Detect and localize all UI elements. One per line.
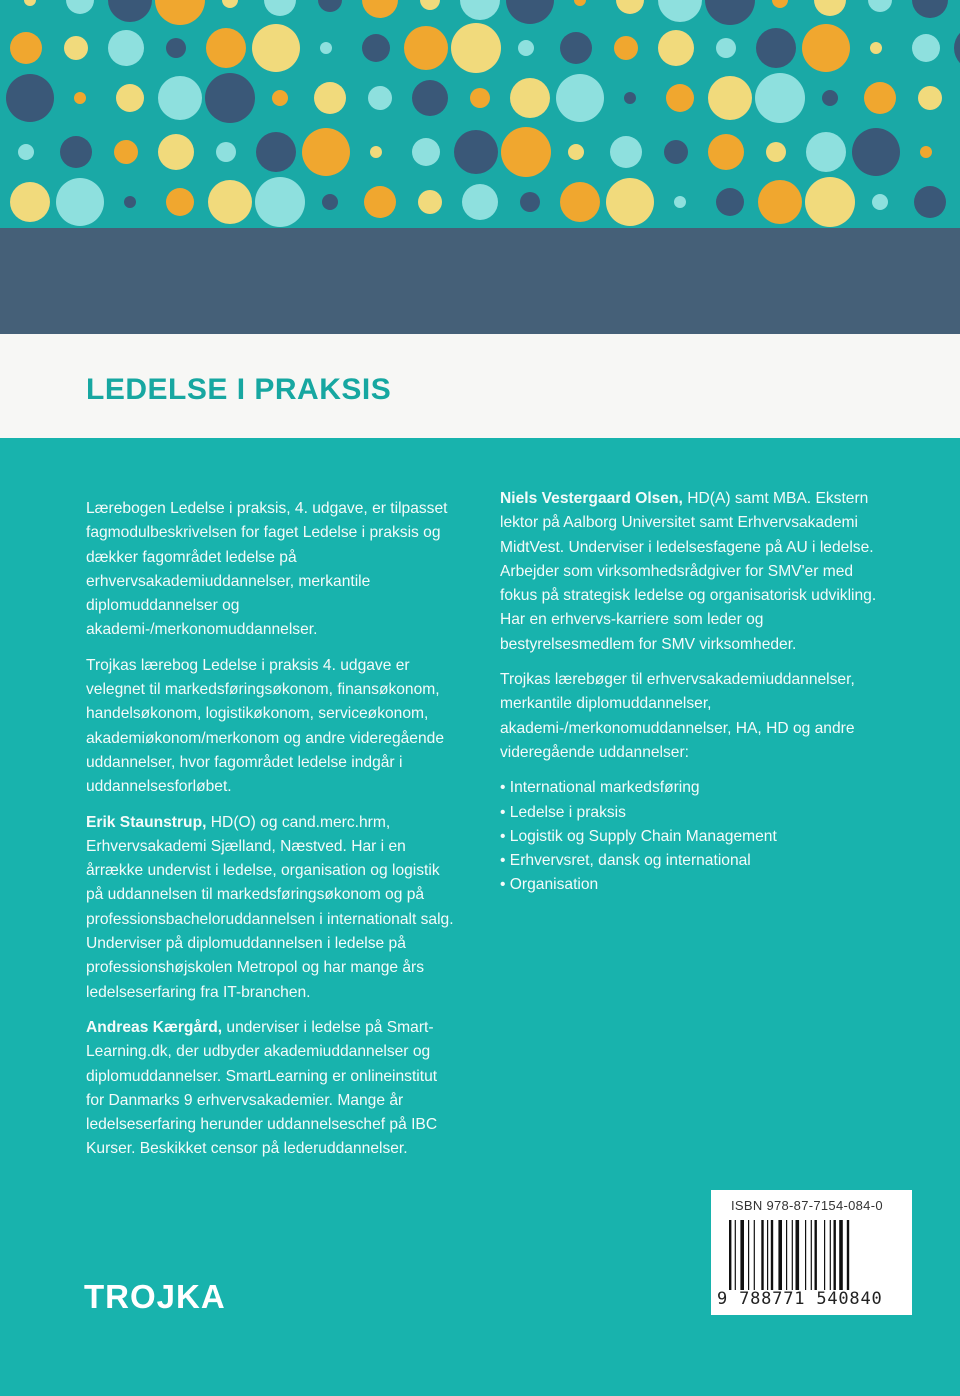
isbn-label: ISBN 978-87-7154-084-0	[731, 1198, 883, 1213]
decorative-dot	[418, 190, 442, 214]
decorative-dot	[454, 130, 498, 174]
decorative-dot	[772, 0, 788, 8]
barcode-bar	[792, 1220, 793, 1290]
barcode-bars	[729, 1220, 895, 1290]
series-intro: Trojkas lærebøger til erhvervsakademiuddannelser, merkantile diplomuddannelser, akademi-/merkonomuddannelser, HA, HD og andre videregående uddannelser:	[500, 671, 855, 761]
barcode-bar	[796, 1220, 800, 1290]
decorative-dot	[124, 196, 136, 208]
decorative-dot	[412, 80, 448, 116]
book-series-list	[500, 776, 880, 897]
decorative-dot	[66, 0, 94, 14]
decorative-dot	[920, 146, 932, 158]
decorative-dot	[805, 177, 855, 227]
decorative-dot	[658, 30, 694, 66]
decorative-dot	[114, 140, 138, 164]
decorative-dot	[206, 28, 246, 68]
barcode-bar	[729, 1220, 731, 1290]
decorative-dot	[755, 73, 805, 123]
decorative-dot	[166, 38, 186, 58]
decorative-dot	[918, 86, 942, 110]
barcode-bar	[767, 1220, 768, 1290]
decorative-dot	[158, 134, 194, 170]
decorative-dot	[802, 24, 850, 72]
decorative-dot	[614, 36, 638, 60]
decorative-dot	[18, 144, 34, 160]
decorative-dot	[462, 184, 498, 220]
decorative-dot	[56, 178, 104, 226]
decorative-dot	[954, 26, 960, 70]
decorative-dot	[560, 32, 592, 64]
decorative-dot	[574, 0, 586, 6]
list-item: • Erhvervsret, dansk og international	[500, 849, 880, 873]
decorative-dot	[322, 194, 338, 210]
author-bio-olsen	[500, 487, 880, 657]
barcode-bar	[805, 1220, 806, 1290]
decorative-dot	[318, 0, 342, 12]
decorative-dot	[155, 0, 205, 25]
slate-stripe	[0, 228, 960, 336]
decorative-dot	[606, 178, 654, 226]
decorative-dot	[6, 74, 54, 122]
decorative-dot	[822, 90, 838, 106]
decorative-dot	[10, 182, 50, 222]
decorative-dot	[814, 0, 846, 16]
decorative-dot	[60, 136, 92, 168]
decorative-dot	[520, 192, 540, 212]
barcode-bar	[771, 1220, 773, 1290]
barcode-bar	[740, 1220, 744, 1290]
decorative-dot	[716, 38, 736, 58]
decorative-dot	[518, 40, 534, 56]
left-text-column	[86, 497, 458, 1173]
decorative-dot	[658, 0, 702, 22]
decorative-dot	[506, 0, 554, 24]
decorative-dot	[870, 42, 882, 54]
right-text-column	[500, 487, 880, 898]
decorative-dot	[364, 186, 396, 218]
decorative-dot	[404, 26, 448, 70]
decorative-dot	[624, 92, 636, 104]
list-item: • Organisation	[500, 873, 880, 897]
list-item: • International markedsføring	[500, 776, 880, 800]
decorative-dot	[314, 82, 346, 114]
isbn-barcode	[711, 1190, 912, 1315]
barcode-bar	[735, 1220, 736, 1290]
decorative-dot	[568, 144, 584, 160]
barcode-bar	[830, 1220, 831, 1290]
barcode-digits: 9 788771 540840	[717, 1289, 883, 1309]
list-item: • Ledelse i praksis	[500, 801, 880, 825]
decorative-dot	[868, 0, 892, 12]
decorative-dot	[108, 0, 152, 22]
decorative-dot	[362, 0, 398, 18]
decorative-dot	[705, 0, 755, 25]
author-name: Erik Staunstrup,	[86, 813, 207, 831]
book-title: LEDELSE I PRAKSIS	[86, 373, 392, 406]
barcode-bar	[754, 1220, 755, 1290]
decorative-dot	[216, 142, 236, 162]
decorative-dot	[302, 128, 350, 176]
decorative-dot	[852, 128, 900, 176]
barcode-bar	[839, 1220, 843, 1290]
decorative-dot	[610, 136, 642, 168]
decorative-dot	[264, 0, 296, 16]
dot-pattern-graphic	[0, 0, 960, 230]
author-bio-text: HD(A) samt MBA. Ekstern lektor på Aalborg Universitet samt Erhvervsakademi MidtVest. Underviser i ledelsesfagene på AU i ledelse. Arbejder som virksomhedsrådgiver for SMV'er med fokus på strategisk ledelse og organisatorisk udvikling. Har en erhvervs-karriere som leder og bestyrelsesmedlem for SMV virksomheder.	[500, 490, 877, 653]
decorative-dot	[708, 134, 744, 170]
decorative-dot	[420, 0, 440, 10]
decorative-dot	[116, 84, 144, 112]
barcode-bar	[847, 1220, 849, 1290]
decorative-dot	[556, 74, 604, 122]
decorative-dot	[74, 92, 86, 104]
barcode-bar	[748, 1220, 749, 1290]
decorative-dot	[510, 78, 550, 118]
decorative-dot	[252, 24, 300, 72]
decorative-dot	[664, 140, 688, 164]
decorative-dot	[674, 196, 686, 208]
author-bio-kaergard	[86, 1016, 458, 1162]
decorative-dot	[208, 180, 252, 224]
author-bio-text: HD(O) og cand.merc.hrm, Erhvervsakademi Sjælland, Næstved. Har i en årrække undervist i ledelse, organisation og logistik på uddannelsen til markedsføringsøkonom og på professionsbacheloruddannelsen i internationalt salg. Underviser på diplomuddannelsen i ledelse på professionshøjskolen Metropol og har mange års ledelseserfaring fra IT-branchen.	[86, 813, 454, 1001]
author-name: Niels Vestergaard Olsen,	[500, 490, 683, 507]
barcode-bar	[824, 1220, 825, 1290]
barcode-bar	[761, 1220, 763, 1290]
decorative-dot	[108, 30, 144, 66]
decorative-dot	[666, 84, 694, 112]
barcode-bar	[815, 1220, 817, 1290]
description-paragraph: Lærebogen Ledelse i praksis, 4. udgave, er tilpasset fagmodulbeskrivelsen for faget Ledelse i praksis og dækker fagområdet ledelse på erhvervsakademiuddannelser, merkantile diplomuddannelser og akademi-/merkonomuddannelser.	[86, 500, 448, 639]
decorative-dot	[10, 32, 42, 64]
audience-paragraph: Trojkas lærebog Ledelse i praksis 4. udgave er velegnet til markedsføringsøkonom, finansøkonom, handelsøkonom, logistikøkonom, serviceøkonom, akademiøkonom/merkonom og andre videregående uddannelser, hvor fagområdet ledelse indgår i uddannelsesforløbet.	[86, 656, 444, 796]
decorative-dot	[872, 194, 888, 210]
author-bio-staunstrup	[86, 811, 458, 1005]
decorative-dot	[460, 0, 500, 20]
decorative-dot	[766, 142, 786, 162]
decorative-dot	[864, 82, 896, 114]
barcode-bar	[786, 1220, 787, 1290]
decorative-dot	[158, 76, 202, 120]
decorative-dot	[501, 127, 551, 177]
decorative-dot	[166, 188, 194, 216]
decorative-dot	[616, 0, 644, 14]
decorative-dot	[470, 88, 490, 108]
decorative-dot	[451, 23, 501, 73]
decorative-dot	[370, 146, 382, 158]
decorative-dot	[912, 34, 940, 62]
decorative-dot	[255, 177, 305, 227]
decorative-dot	[912, 0, 948, 18]
decorative-dot	[806, 132, 846, 172]
author-bio-text: underviser i ledelse på Smart-Learning.dk, der udbyder akademiuddannelser og diplomuddannelser. SmartLearning er onlineinstitut for Danmarks 9 erhvervsakademier. Mange år ledelseserfaring herunder uddannelseschef på IBC Kurser. Beskikket censor på lederuddannelser.	[86, 1018, 438, 1158]
decorative-dot	[24, 0, 36, 6]
decorative-dot	[272, 90, 288, 106]
decorative-dot	[368, 86, 392, 110]
decorative-dot-pattern	[0, 0, 960, 230]
decorative-dot	[758, 180, 802, 224]
decorative-dot	[756, 28, 796, 68]
decorative-dot	[412, 138, 440, 166]
decorative-dot	[205, 73, 255, 123]
decorative-dot	[320, 42, 332, 54]
author-name: Andreas Kærgård,	[86, 1018, 223, 1036]
barcode-bar	[778, 1220, 782, 1290]
decorative-dot	[64, 36, 88, 60]
decorative-dot	[362, 34, 390, 62]
decorative-dot	[256, 132, 296, 172]
decorative-dot	[914, 186, 946, 218]
decorative-dot	[708, 76, 752, 120]
decorative-dot	[716, 188, 744, 216]
decorative-dot	[222, 0, 238, 8]
publisher-logo: TROJKA	[84, 1278, 226, 1315]
barcode-bar	[834, 1220, 836, 1290]
decorative-dot	[560, 182, 600, 222]
barcode-bar	[811, 1220, 812, 1290]
list-item: • Logistik og Supply Chain Management	[500, 825, 880, 849]
